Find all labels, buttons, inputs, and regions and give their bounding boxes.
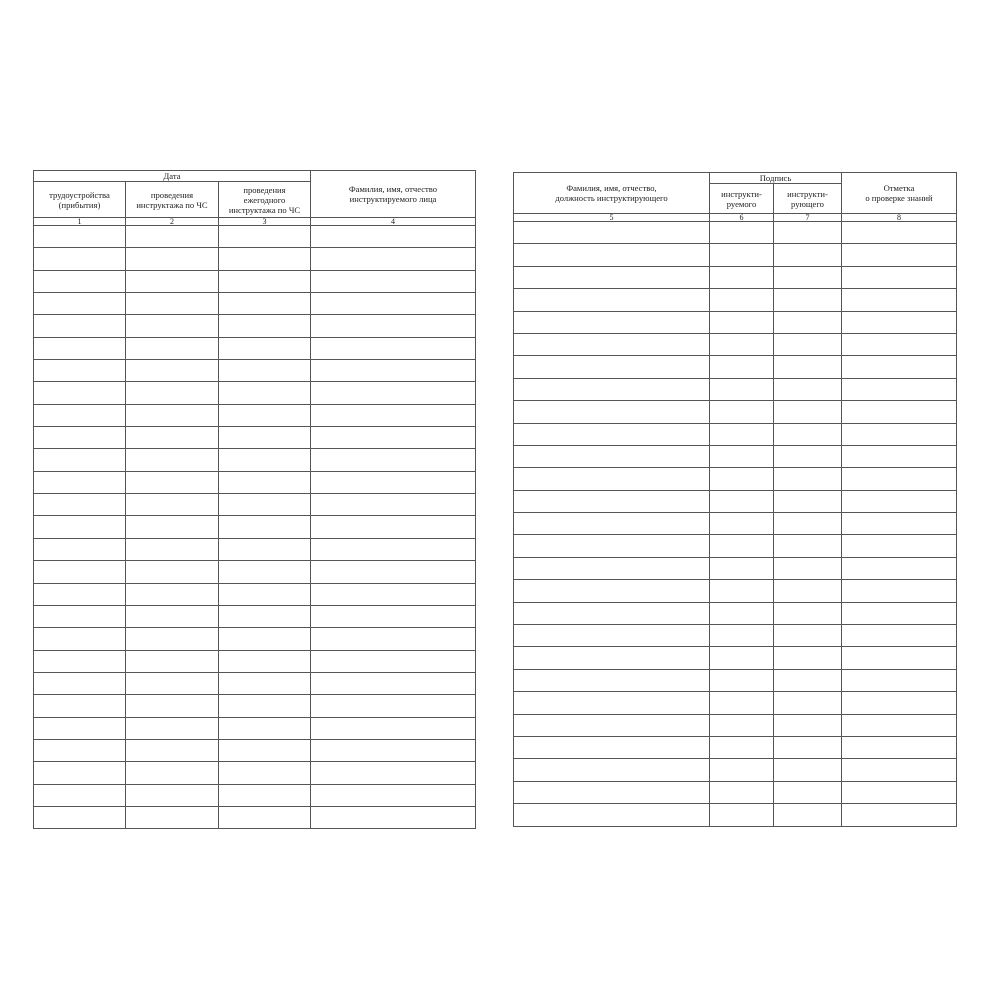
- table-cell[interactable]: [710, 759, 774, 781]
- table-cell[interactable]: [710, 535, 774, 557]
- table-cell[interactable]: [311, 382, 476, 404]
- table-cell[interactable]: [710, 289, 774, 311]
- table-row: [514, 401, 957, 423]
- table-cell[interactable]: [710, 602, 774, 624]
- table-row: [34, 650, 476, 672]
- table-cell[interactable]: [710, 222, 774, 244]
- table-cell[interactable]: [710, 804, 774, 826]
- table-cell[interactable]: [311, 628, 476, 650]
- table-cell[interactable]: [514, 669, 710, 691]
- table-cell[interactable]: [34, 337, 126, 359]
- table-cell[interactable]: [126, 605, 219, 627]
- col-number: 8: [842, 214, 957, 222]
- table-cell[interactable]: [710, 647, 774, 669]
- table-cell[interactable]: [514, 580, 710, 602]
- table-row: [514, 423, 957, 445]
- table-cell[interactable]: [34, 270, 126, 292]
- table-cell[interactable]: [126, 628, 219, 650]
- table-row: [34, 739, 476, 761]
- table-cell[interactable]: [774, 692, 842, 714]
- table-cell[interactable]: [842, 311, 957, 333]
- table-row: [514, 222, 957, 244]
- table-row: [514, 714, 957, 736]
- table-cell[interactable]: [219, 695, 311, 717]
- table-cell[interactable]: [710, 625, 774, 647]
- table-row: [34, 226, 476, 248]
- table-cell[interactable]: [774, 580, 842, 602]
- table-cell[interactable]: [514, 625, 710, 647]
- table-cell[interactable]: [842, 580, 957, 602]
- table-cell[interactable]: [34, 739, 126, 761]
- table-cell[interactable]: [774, 311, 842, 333]
- col-number: 1: [34, 218, 126, 226]
- table-row: [34, 516, 476, 538]
- table-cell[interactable]: [514, 557, 710, 579]
- table-cell[interactable]: [514, 602, 710, 624]
- left-journal-table: [33, 170, 476, 829]
- table-row: [514, 647, 957, 669]
- table-cell[interactable]: [774, 759, 842, 781]
- table-cell[interactable]: [842, 736, 957, 758]
- table-cell[interactable]: [514, 714, 710, 736]
- table-cell[interactable]: [710, 266, 774, 288]
- table-row: [514, 736, 957, 758]
- table-cell[interactable]: [126, 516, 219, 538]
- table-cell[interactable]: [842, 244, 957, 266]
- table-cell[interactable]: [710, 423, 774, 445]
- table-row: [514, 580, 957, 602]
- table-cell[interactable]: [842, 759, 957, 781]
- table-row: [514, 535, 957, 557]
- table-cell[interactable]: [34, 404, 126, 426]
- table-cell[interactable]: [514, 401, 710, 423]
- table-cell[interactable]: [126, 494, 219, 516]
- table-row: [514, 602, 957, 624]
- col-4-header: Фамилия, имя, отчество инструктируемого лица: [311, 171, 476, 218]
- table-row: [514, 669, 957, 691]
- table-cell[interactable]: [126, 806, 219, 828]
- table-cell[interactable]: [34, 538, 126, 560]
- table-row: [34, 404, 476, 426]
- table-row: [34, 382, 476, 404]
- table-row: [514, 244, 957, 266]
- table-cell[interactable]: [514, 692, 710, 714]
- table-cell[interactable]: [774, 602, 842, 624]
- table-row: [514, 804, 957, 826]
- table-cell[interactable]: [126, 739, 219, 761]
- left-journal-page: [33, 170, 475, 825]
- table-cell[interactable]: [842, 423, 957, 445]
- table-cell[interactable]: [34, 360, 126, 382]
- table-cell[interactable]: [126, 672, 219, 694]
- table-cell[interactable]: [311, 226, 476, 248]
- table-cell[interactable]: [774, 714, 842, 736]
- table-row: [514, 289, 957, 311]
- table-cell[interactable]: [774, 356, 842, 378]
- table-cell[interactable]: [126, 784, 219, 806]
- col-1-header: трудоустройства (прибытия): [34, 182, 126, 218]
- table-cell[interactable]: [710, 557, 774, 579]
- table-row: [514, 333, 957, 355]
- table-row: [514, 378, 957, 400]
- table-cell[interactable]: [34, 248, 126, 270]
- table-cell[interactable]: [774, 490, 842, 512]
- table-cell[interactable]: [311, 471, 476, 493]
- table-cell[interactable]: [710, 378, 774, 400]
- col-7-header: инструкти- рующего: [774, 184, 842, 214]
- table-cell[interactable]: [842, 535, 957, 557]
- table-cell[interactable]: [514, 781, 710, 803]
- table-cell[interactable]: [514, 333, 710, 355]
- table-cell[interactable]: [126, 449, 219, 471]
- table-cell[interactable]: [842, 289, 957, 311]
- table-cell[interactable]: [34, 628, 126, 650]
- table-cell[interactable]: [311, 762, 476, 784]
- table-row: [34, 427, 476, 449]
- table-cell[interactable]: [219, 583, 311, 605]
- table-cell[interactable]: [126, 270, 219, 292]
- table-cell[interactable]: [842, 333, 957, 355]
- table-cell[interactable]: [34, 516, 126, 538]
- table-cell[interactable]: [311, 561, 476, 583]
- table-cell[interactable]: [126, 650, 219, 672]
- table-cell[interactable]: [126, 762, 219, 784]
- table-cell[interactable]: [842, 804, 957, 826]
- table-cell[interactable]: [774, 378, 842, 400]
- table-cell[interactable]: [34, 315, 126, 337]
- table-cell[interactable]: [774, 535, 842, 557]
- table-cell[interactable]: [842, 513, 957, 535]
- table-cell[interactable]: [774, 625, 842, 647]
- table-cell[interactable]: [514, 423, 710, 445]
- table-row: [34, 762, 476, 784]
- table-cell[interactable]: [311, 293, 476, 315]
- table-cell[interactable]: [34, 561, 126, 583]
- table-cell[interactable]: [311, 449, 476, 471]
- table-cell[interactable]: [219, 561, 311, 583]
- table-cell[interactable]: [710, 401, 774, 423]
- table-cell[interactable]: [126, 293, 219, 315]
- table-cell[interactable]: [774, 401, 842, 423]
- table-cell[interactable]: [311, 739, 476, 761]
- table-cell[interactable]: [710, 490, 774, 512]
- table-cell[interactable]: [710, 669, 774, 691]
- table-cell[interactable]: [126, 538, 219, 560]
- table-cell[interactable]: [219, 270, 311, 292]
- table-cell[interactable]: [774, 289, 842, 311]
- table-cell[interactable]: [774, 468, 842, 490]
- right-journal-table: [513, 172, 957, 827]
- column-number-row: [34, 218, 476, 226]
- table-cell[interactable]: [842, 468, 957, 490]
- table-row: [34, 806, 476, 828]
- table-row: [514, 266, 957, 288]
- col-number: 4: [311, 218, 476, 226]
- table-cell[interactable]: [710, 714, 774, 736]
- table-cell[interactable]: [514, 647, 710, 669]
- table-cell[interactable]: [514, 804, 710, 826]
- table-cell[interactable]: [514, 513, 710, 535]
- table-cell[interactable]: [126, 427, 219, 449]
- table-cell[interactable]: [219, 717, 311, 739]
- table-cell[interactable]: [311, 337, 476, 359]
- table-cell[interactable]: [34, 382, 126, 404]
- table-row: [34, 784, 476, 806]
- table-cell[interactable]: [34, 717, 126, 739]
- table-cell[interactable]: [34, 471, 126, 493]
- table-cell[interactable]: [311, 315, 476, 337]
- table-cell[interactable]: [514, 244, 710, 266]
- table-cell[interactable]: [219, 605, 311, 627]
- table-cell[interactable]: [842, 714, 957, 736]
- table-cell[interactable]: [34, 806, 126, 828]
- table-cell[interactable]: [219, 449, 311, 471]
- table-cell[interactable]: [514, 759, 710, 781]
- table-cell[interactable]: [710, 333, 774, 355]
- table-cell[interactable]: [842, 222, 957, 244]
- table-row: [34, 583, 476, 605]
- table-cell[interactable]: [710, 580, 774, 602]
- table-cell[interactable]: [514, 356, 710, 378]
- table-cell[interactable]: [126, 382, 219, 404]
- table-cell[interactable]: [34, 784, 126, 806]
- table-cell[interactable]: [774, 222, 842, 244]
- table-cell[interactable]: [126, 695, 219, 717]
- table-cell[interactable]: [842, 602, 957, 624]
- table-cell[interactable]: [514, 266, 710, 288]
- table-cell[interactable]: [311, 538, 476, 560]
- table-cell[interactable]: [34, 583, 126, 605]
- table-cell[interactable]: [514, 535, 710, 557]
- table-row: [34, 360, 476, 382]
- table-row: [514, 445, 957, 467]
- table-row: [514, 513, 957, 535]
- table-row: [34, 672, 476, 694]
- table-cell[interactable]: [710, 468, 774, 490]
- table-cell[interactable]: [311, 784, 476, 806]
- table-cell[interactable]: [842, 266, 957, 288]
- table-cell[interactable]: [219, 471, 311, 493]
- table-cell[interactable]: [34, 650, 126, 672]
- table-cell[interactable]: [126, 561, 219, 583]
- right-journal-page: [513, 172, 956, 827]
- table-cell[interactable]: [842, 647, 957, 669]
- table-cell[interactable]: [219, 650, 311, 672]
- table-cell[interactable]: [34, 293, 126, 315]
- table-cell[interactable]: [842, 378, 957, 400]
- table-cell[interactable]: [710, 445, 774, 467]
- table-cell[interactable]: [842, 356, 957, 378]
- table-cell[interactable]: [311, 583, 476, 605]
- table-cell[interactable]: [219, 337, 311, 359]
- table-row: [34, 561, 476, 583]
- table-cell[interactable]: [126, 248, 219, 270]
- table-cell[interactable]: [842, 625, 957, 647]
- table-cell[interactable]: [219, 672, 311, 694]
- table-cell[interactable]: [842, 692, 957, 714]
- table-cell[interactable]: [311, 672, 476, 694]
- table-cell[interactable]: [710, 736, 774, 758]
- col-6-header: инструкти- руемого: [710, 184, 774, 214]
- table-cell[interactable]: [126, 315, 219, 337]
- col-number: 5: [514, 214, 710, 222]
- table-cell[interactable]: [774, 781, 842, 803]
- table-row: [514, 557, 957, 579]
- table-cell[interactable]: [842, 490, 957, 512]
- table-row: [514, 759, 957, 781]
- table-cell[interactable]: [774, 513, 842, 535]
- table-row: [34, 471, 476, 493]
- table-row: [34, 695, 476, 717]
- table-row: [514, 490, 957, 512]
- table-cell[interactable]: [34, 605, 126, 627]
- table-cell[interactable]: [34, 672, 126, 694]
- table-cell[interactable]: [514, 378, 710, 400]
- table-cell[interactable]: [219, 293, 311, 315]
- table-cell[interactable]: [219, 628, 311, 650]
- table-cell[interactable]: [219, 784, 311, 806]
- table-cell[interactable]: [311, 404, 476, 426]
- table-cell[interactable]: [219, 427, 311, 449]
- table-cell[interactable]: [126, 360, 219, 382]
- table-cell[interactable]: [311, 270, 476, 292]
- table-cell[interactable]: [774, 647, 842, 669]
- table-row: [514, 781, 957, 803]
- table-cell[interactable]: [774, 333, 842, 355]
- table-cell[interactable]: [126, 404, 219, 426]
- table-row: [34, 628, 476, 650]
- table-cell[interactable]: [219, 762, 311, 784]
- table-cell[interactable]: [842, 445, 957, 467]
- table-cell[interactable]: [710, 692, 774, 714]
- table-row: [34, 538, 476, 560]
- table-cell[interactable]: [219, 538, 311, 560]
- table-cell[interactable]: [774, 804, 842, 826]
- table-cell[interactable]: [219, 248, 311, 270]
- table-cell[interactable]: [774, 244, 842, 266]
- table-cell[interactable]: [710, 244, 774, 266]
- table-cell[interactable]: [710, 311, 774, 333]
- table-cell[interactable]: [311, 605, 476, 627]
- col-5-header: Фамилия, имя, отчество, должность инструктирующего: [514, 173, 710, 214]
- table-cell[interactable]: [514, 490, 710, 512]
- table-cell[interactable]: [774, 557, 842, 579]
- table-cell[interactable]: [514, 289, 710, 311]
- table-cell[interactable]: [311, 717, 476, 739]
- table-cell[interactable]: [311, 516, 476, 538]
- table-cell[interactable]: [126, 226, 219, 248]
- table-row: [514, 311, 957, 333]
- table-row: [34, 337, 476, 359]
- table-cell[interactable]: [219, 226, 311, 248]
- column-number-row: [514, 214, 957, 222]
- table-row: [514, 468, 957, 490]
- table-cell[interactable]: [842, 401, 957, 423]
- table-row: [34, 605, 476, 627]
- table-cell[interactable]: [311, 695, 476, 717]
- col-number: 3: [219, 218, 311, 226]
- table-cell[interactable]: [311, 806, 476, 828]
- table-cell[interactable]: [126, 717, 219, 739]
- table-cell[interactable]: [126, 471, 219, 493]
- table-cell[interactable]: [842, 781, 957, 803]
- table-cell[interactable]: [219, 404, 311, 426]
- col-2-header: проведения инструктажа по ЧС: [126, 182, 219, 218]
- table-row: [514, 692, 957, 714]
- table-row: [34, 293, 476, 315]
- table-cell[interactable]: [34, 762, 126, 784]
- col-8-header: Отметка о проверке знаний: [842, 173, 957, 214]
- table-cell[interactable]: [219, 360, 311, 382]
- table-row: [34, 494, 476, 516]
- table-row: [34, 449, 476, 471]
- table-cell[interactable]: [514, 311, 710, 333]
- table-cell[interactable]: [126, 583, 219, 605]
- table-row: [514, 625, 957, 647]
- table-cell[interactable]: [311, 427, 476, 449]
- table-row: [34, 248, 476, 270]
- table-cell[interactable]: [34, 226, 126, 248]
- table-cell[interactable]: [34, 427, 126, 449]
- col-number: 7: [774, 214, 842, 222]
- table-cell[interactable]: [219, 494, 311, 516]
- table-cell[interactable]: [842, 557, 957, 579]
- table-cell[interactable]: [774, 266, 842, 288]
- table-cell[interactable]: [514, 445, 710, 467]
- table-cell[interactable]: [311, 248, 476, 270]
- table-cell[interactable]: [34, 449, 126, 471]
- table-row: [514, 356, 957, 378]
- table-cell[interactable]: [514, 736, 710, 758]
- table-cell[interactable]: [34, 494, 126, 516]
- table-cell[interactable]: [219, 806, 311, 828]
- table-cell[interactable]: [34, 695, 126, 717]
- table-cell[interactable]: [219, 739, 311, 761]
- table-cell[interactable]: [842, 669, 957, 691]
- table-cell[interactable]: [219, 315, 311, 337]
- date-group-header: Дата: [34, 171, 311, 182]
- col-number: 2: [126, 218, 219, 226]
- table-cell[interactable]: [774, 669, 842, 691]
- table-cell[interactable]: [219, 516, 311, 538]
- table-cell[interactable]: [774, 736, 842, 758]
- table-cell[interactable]: [514, 222, 710, 244]
- table-row: [34, 315, 476, 337]
- table-cell[interactable]: [219, 382, 311, 404]
- table-cell[interactable]: [514, 468, 710, 490]
- table-cell[interactable]: [126, 337, 219, 359]
- table-cell[interactable]: [774, 445, 842, 467]
- table-row: [34, 717, 476, 739]
- table-cell[interactable]: [710, 356, 774, 378]
- col-number: 6: [710, 214, 774, 222]
- signature-group-header: Подпись: [710, 173, 842, 184]
- table-cell[interactable]: [311, 360, 476, 382]
- table-cell[interactable]: [710, 781, 774, 803]
- table-cell[interactable]: [311, 650, 476, 672]
- col-3-header: проведения ежегодного инструктажа по ЧС: [219, 182, 311, 218]
- table-cell[interactable]: [774, 423, 842, 445]
- table-cell[interactable]: [710, 513, 774, 535]
- table-row: [34, 270, 476, 292]
- table-cell[interactable]: [311, 494, 476, 516]
